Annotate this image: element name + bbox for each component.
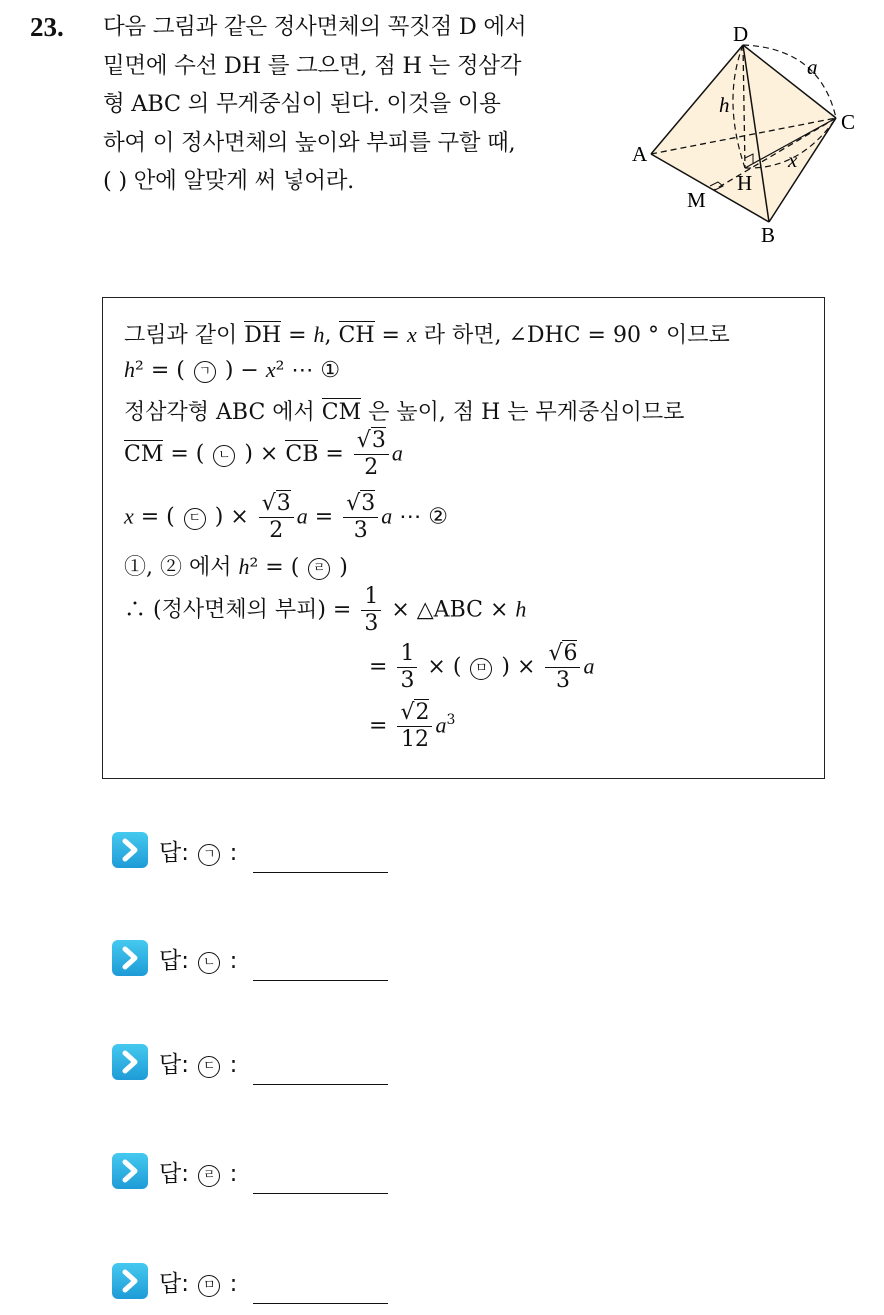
var-h: h	[515, 596, 527, 622]
radicand: 3	[371, 428, 386, 453]
var-a: a	[381, 503, 393, 529]
blank-marker: ㄱ	[194, 361, 216, 383]
answer-colon: :	[229, 840, 238, 866]
var-a: a	[296, 503, 308, 529]
denominator: 3	[364, 611, 379, 636]
solution-line-5	[124, 493, 448, 542]
blank-marker: ㄷ	[198, 1056, 220, 1078]
exponent: 3	[446, 712, 456, 729]
answer-label	[159, 1265, 237, 1298]
answer-colon: :	[229, 1271, 238, 1297]
label-A: A	[632, 142, 648, 166]
solution-line-1	[124, 318, 730, 349]
denominator: 3	[555, 668, 570, 693]
text: = (	[133, 504, 182, 530]
text: ①, ② 에서	[124, 555, 239, 580]
var-x: x	[406, 322, 417, 347]
answer-input-line[interactable]	[253, 1193, 388, 1194]
segment-cm: CM	[321, 400, 362, 425]
question-line: 하여 이 정사면체의 높이와 부피를 구할 때,	[103, 129, 516, 156]
var-h: h	[313, 322, 325, 347]
denominator: 3	[400, 668, 415, 693]
text: 은 높이, 점 H 는 무게중심이므로	[361, 400, 685, 425]
var-x: x	[265, 357, 276, 382]
segment-cm: CM	[124, 441, 164, 467]
var-h: h	[124, 357, 135, 382]
solution-line-8	[369, 643, 594, 692]
answer-label	[159, 942, 237, 975]
fraction: $\frac{√3}{2}$	[259, 493, 294, 542]
text: ∴ (정사면체의 부피) =	[124, 597, 359, 623]
label-C: C	[841, 110, 856, 134]
answer-label	[159, 1155, 237, 1188]
label-H: H	[737, 171, 753, 195]
solution-line-7	[124, 586, 526, 635]
radicand: 6	[563, 641, 578, 666]
solution-line-4	[124, 430, 403, 479]
answer-prefix: 답:	[159, 948, 189, 974]
blank-marker: ㅁ	[198, 1275, 220, 1297]
text: ) ×	[494, 654, 543, 680]
blank-marker: ㄴ	[198, 952, 220, 974]
fraction	[361, 586, 381, 635]
chevron-right-icon	[112, 1263, 148, 1299]
text: ⋯ ②	[392, 504, 448, 530]
var-h: h	[238, 554, 250, 579]
answer-input-line[interactable]	[253, 980, 388, 981]
tetrahedron-figure	[628, 14, 864, 246]
solution-line-9	[369, 702, 455, 751]
text: 정삼각형 ABC 에서	[124, 400, 322, 425]
text: )	[332, 555, 348, 580]
denominator: 3	[353, 518, 368, 543]
question-number: 23.	[30, 12, 64, 42]
denominator: 2	[364, 455, 379, 480]
solution-line-2	[124, 357, 340, 383]
text: =	[318, 441, 351, 467]
answer-prefix: 답:	[159, 1161, 189, 1187]
chevron-right-icon	[112, 1153, 148, 1189]
chevron-right-icon	[112, 940, 148, 976]
text: ) −	[217, 358, 266, 383]
answer-input-line[interactable]	[253, 872, 388, 873]
segment-cb: CB	[285, 441, 319, 467]
text: =	[307, 504, 341, 530]
text: ) ×	[207, 504, 256, 530]
segment-dh: DH	[244, 323, 282, 348]
text: ,	[324, 323, 339, 348]
numerator: 1	[361, 586, 381, 611]
text: 라 하면, ∠DHC = 90 ° 이므로	[416, 323, 730, 348]
denominator: 2	[269, 518, 284, 543]
solution-box	[102, 297, 825, 779]
fraction: $\frac{√3}{2}$	[354, 430, 389, 479]
blank-marker: ㄴ	[213, 445, 235, 467]
blank-marker: ㅁ	[470, 658, 492, 680]
blank-marker: ㄹ	[198, 1165, 220, 1187]
text: ) ×	[237, 441, 286, 467]
text: = (	[163, 441, 212, 467]
fraction: $\frac{√2}{12}$	[397, 702, 432, 751]
label-B: B	[761, 223, 776, 246]
question-line: ( ) 안에 알맞게 써 넣어라.	[103, 168, 354, 194]
question-line: 형 ABC 의 무게중심이 된다. 이것을 이용	[103, 91, 501, 117]
radicand: 3	[361, 491, 376, 516]
var-x: x	[124, 503, 134, 529]
blank-marker: ㄷ	[184, 508, 206, 530]
denominator: 12	[400, 727, 429, 752]
answer-label	[159, 1046, 237, 1079]
answer-input-line[interactable]	[253, 1303, 388, 1304]
solution-line-6	[124, 550, 348, 581]
var-a: a	[583, 653, 595, 679]
answer-input-line[interactable]	[253, 1084, 388, 1085]
fraction: $\frac{√3}{3}$	[343, 493, 378, 542]
text: =	[374, 323, 407, 348]
segment-ch: CH	[338, 323, 375, 348]
chevron-right-icon	[112, 832, 148, 868]
answer-label	[159, 834, 237, 867]
label-x: x	[788, 148, 798, 172]
question-line: 밑면에 수선 DH 를 그으면, 점 H 는 정삼각	[103, 52, 522, 79]
solution-line-3	[124, 395, 684, 426]
question-text	[103, 8, 603, 201]
chevron-right-icon	[112, 1044, 148, 1080]
label-D: D	[733, 22, 749, 46]
blank-marker: ㄹ	[308, 558, 330, 580]
blank-marker: ㄱ	[198, 844, 220, 866]
label-a: a	[807, 55, 818, 79]
text: =	[369, 654, 395, 680]
fraction	[397, 643, 417, 692]
answer-colon: :	[229, 1052, 238, 1078]
text: × (	[420, 654, 469, 680]
text: =	[281, 323, 314, 348]
var-a: a	[435, 712, 447, 738]
fraction: $\frac{√6}{3}$	[545, 643, 580, 692]
answer-prefix: 답:	[159, 840, 189, 866]
answer-prefix: 답:	[159, 1271, 189, 1297]
label-h: h	[719, 93, 730, 117]
text: ² = (	[249, 555, 307, 580]
text: =	[369, 713, 395, 739]
radicand: 2	[415, 700, 430, 725]
var-a: a	[391, 440, 403, 466]
text: ² = (	[135, 358, 192, 383]
numerator: 1	[397, 643, 417, 668]
text: 그림과 같이	[124, 323, 245, 348]
label-M: M	[687, 188, 706, 212]
radicand: 3	[276, 491, 291, 516]
answer-colon: :	[229, 948, 238, 974]
text: ² ⋯ ①	[275, 358, 341, 383]
answer-colon: :	[229, 1161, 238, 1187]
text: × △ABC ×	[384, 597, 516, 623]
question-line: 다음 그림과 같은 정사면체의 꼭짓점 D 에서	[103, 14, 527, 40]
answer-prefix: 답:	[159, 1052, 189, 1078]
